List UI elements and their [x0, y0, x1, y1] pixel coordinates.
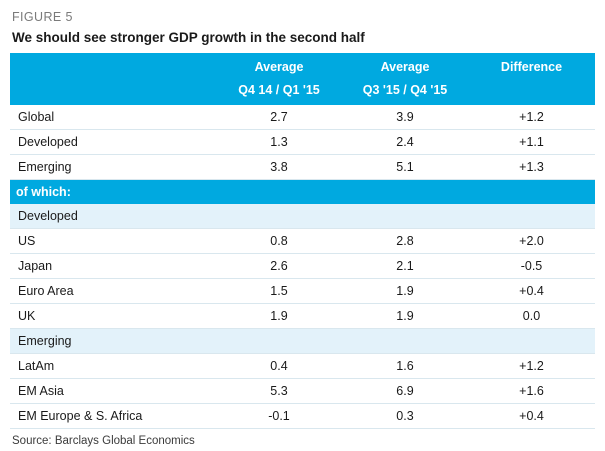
- column-subheader-region: [10, 81, 216, 105]
- cell-average-1: 1.9: [216, 304, 342, 329]
- cell-average-2: 2.8: [342, 229, 468, 254]
- cell-average-2: 2.4: [342, 130, 468, 155]
- cell-average-1: 2.7: [216, 105, 342, 130]
- table-header: [10, 53, 595, 105]
- row-label: Euro Area: [10, 279, 216, 304]
- cell-difference: [468, 204, 595, 229]
- table-row: [10, 354, 595, 379]
- figure-title: We should see stronger GDP growth in the second half: [12, 30, 365, 45]
- cell-average-2: 3.9: [342, 105, 468, 130]
- cell-difference: +1.2: [468, 354, 595, 379]
- cell-difference: +1.2: [468, 105, 595, 130]
- cell-difference: +0.4: [468, 404, 595, 429]
- row-label: US: [10, 229, 216, 254]
- cell-average-2: 2.1: [342, 254, 468, 279]
- cell-average-1: 0.8: [216, 229, 342, 254]
- cell-difference: +0.4: [468, 279, 595, 304]
- table-row: [10, 404, 595, 429]
- source-note: Source: Barclays Global Economics: [12, 435, 195, 447]
- row-label: Emerging: [10, 155, 216, 180]
- cell-average-2: 0.3: [342, 404, 468, 429]
- table-row: [10, 279, 595, 304]
- row-label: EM Asia: [10, 379, 216, 404]
- cell-difference: -0.5: [468, 254, 595, 279]
- cell-difference: [468, 329, 595, 354]
- row-label: LatAm: [10, 354, 216, 379]
- cell-difference: 0.0: [468, 304, 595, 329]
- table-row: [10, 379, 595, 404]
- cell-average-1: 5.3: [216, 379, 342, 404]
- cell-difference: +1.3: [468, 155, 595, 180]
- table-subsection-row: [10, 329, 595, 354]
- cell-average-2: 6.9: [342, 379, 468, 404]
- table-row: [10, 130, 595, 155]
- cell-average-2: [342, 204, 468, 229]
- figure-label: FIGURE 5: [12, 10, 73, 24]
- cell-average-1: 1.5: [216, 279, 342, 304]
- table-body: [10, 105, 595, 429]
- column-subheader-difference: [468, 81, 595, 105]
- row-label: Japan: [10, 254, 216, 279]
- cell-average-1: -0.1: [216, 404, 342, 429]
- cell-average-1: 1.3: [216, 130, 342, 155]
- cell-average-2: 1.9: [342, 279, 468, 304]
- row-label: EM Europe & S. Africa: [10, 404, 216, 429]
- table-subsection-row: [10, 204, 595, 229]
- cell-average-2: 1.6: [342, 354, 468, 379]
- subsection-label: Developed: [10, 204, 216, 229]
- column-header-region: [10, 53, 216, 81]
- gdp-growth-table: [10, 53, 595, 429]
- table-header-row-primary: [10, 53, 595, 81]
- table-row: [10, 105, 595, 130]
- column-header-difference: Difference: [468, 53, 595, 81]
- column-subheader-period-1: Q4 14 / Q1 '15: [216, 81, 342, 105]
- cell-average-2: 5.1: [342, 155, 468, 180]
- table-row: [10, 229, 595, 254]
- column-subheader-period-2: Q3 '15 / Q4 '15: [342, 81, 468, 105]
- cell-difference: +2.0: [468, 229, 595, 254]
- cell-difference: +1.1: [468, 130, 595, 155]
- cell-average-2: 1.9: [342, 304, 468, 329]
- cell-average-1: [216, 204, 342, 229]
- row-label: UK: [10, 304, 216, 329]
- column-header-average-1: Average: [216, 53, 342, 81]
- cell-average-1: 0.4: [216, 354, 342, 379]
- subsection-label: Emerging: [10, 329, 216, 354]
- row-label: Developed: [10, 130, 216, 155]
- cell-average-1: 3.8: [216, 155, 342, 180]
- row-label: Global: [10, 105, 216, 130]
- table-row: [10, 254, 595, 279]
- table-row: [10, 155, 595, 180]
- cell-average-1: [216, 329, 342, 354]
- cell-average-2: [342, 329, 468, 354]
- table-header-row-secondary: [10, 81, 595, 105]
- cell-difference: +1.6: [468, 379, 595, 404]
- column-header-average-2: Average: [342, 53, 468, 81]
- section-band-label: of which:: [10, 180, 595, 205]
- table-section-band: [10, 180, 595, 205]
- cell-average-1: 2.6: [216, 254, 342, 279]
- table-row: [10, 304, 595, 329]
